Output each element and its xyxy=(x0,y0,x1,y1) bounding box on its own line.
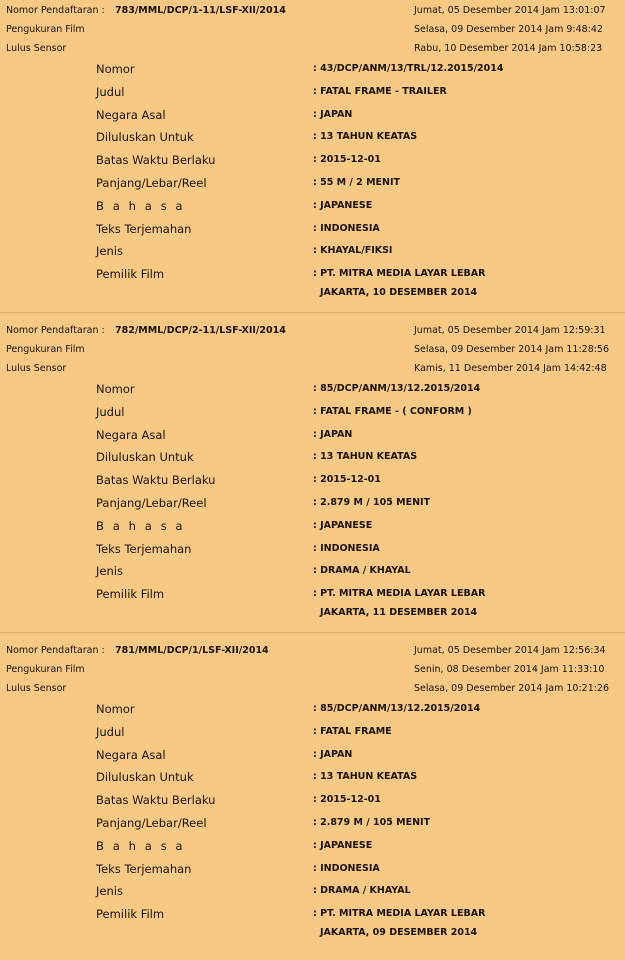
field-label: Panjang/Lebar/Reel xyxy=(96,496,207,510)
field-value: : 2015-12-01 xyxy=(313,794,381,805)
field-value: : 13 TAHUN KEATAS xyxy=(313,131,418,142)
field-value: : 2015-12-01 xyxy=(313,154,381,165)
signature-place-date: JAKARTA, 09 DESEMBER 2014 xyxy=(320,927,478,938)
film-record xyxy=(0,642,625,960)
field-label: Judul xyxy=(96,405,125,419)
field-value: : INDONESIA xyxy=(313,543,380,554)
field-bahasa xyxy=(96,517,619,535)
field-label: Judul xyxy=(96,85,125,99)
lulus-sensor-label: Lulus Sensor xyxy=(6,683,67,694)
field-value: : PT. MITRA MEDIA LAYAR LEBAR xyxy=(313,908,486,919)
header-row-pengukuran xyxy=(6,661,619,679)
field-value: : INDONESIA xyxy=(313,863,380,874)
field-negara-asal xyxy=(96,426,619,444)
field-value: : 2.879 M / 105 MENIT xyxy=(313,497,431,508)
field-diluluskan-untuk xyxy=(96,768,619,786)
field-panjang-lebar-reel xyxy=(96,174,619,192)
field-negara-asal xyxy=(96,746,619,764)
field-judul xyxy=(96,723,619,741)
header-row-pendaftaran xyxy=(6,2,619,20)
field-label: Jenis xyxy=(96,244,123,258)
date-pengukuran: Selasa, 09 Desember 2014 Jam 9:48:42 xyxy=(414,24,603,35)
field-value: : 43/DCP/ANM/13/TRL/12.2015/2014 xyxy=(313,63,504,74)
field-judul xyxy=(96,83,619,101)
date-lulus-sensor: Kamis, 11 Desember 2014 Jam 14:42:48 xyxy=(414,363,607,374)
field-pemilik-film xyxy=(96,905,619,923)
field-label: Pemilik Film xyxy=(96,587,165,601)
field-bahasa xyxy=(96,197,619,215)
field-value: : 55 M / 2 MENIT xyxy=(313,177,400,188)
field-value: : JAPANESE xyxy=(313,840,373,851)
field-label: Nomor xyxy=(96,382,135,396)
film-record xyxy=(0,322,625,640)
field-label: Pemilik Film xyxy=(96,267,165,281)
field-panjang-lebar-reel xyxy=(96,494,619,512)
field-nomor xyxy=(96,700,619,718)
field-value: : FATAL FRAME - ( CONFORM ) xyxy=(313,406,472,417)
field-value: : KHAYAL/FIKSI xyxy=(313,245,393,256)
field-pemilik-film xyxy=(96,265,619,283)
field-value: : 85/DCP/ANM/13/12.2015/2014 xyxy=(313,383,481,394)
field-label: Batas Waktu Berlaku xyxy=(96,793,216,807)
field-value: : FATAL FRAME xyxy=(313,726,392,737)
header-row-lulus xyxy=(6,360,619,378)
field-value: : JAPANESE xyxy=(313,200,373,211)
date-lulus-sensor: Rabu, 10 Desember 2014 Jam 10:58:23 xyxy=(414,43,603,54)
field-value: : JAPANESE xyxy=(313,520,373,531)
field-label: Negara Asal xyxy=(96,108,166,122)
field-label: Negara Asal xyxy=(96,428,166,442)
lulus-sensor-label: Lulus Sensor xyxy=(6,43,67,54)
field-teks-terjemahan xyxy=(96,220,619,238)
field-batas-waktu xyxy=(96,471,619,489)
field-pemilik-film xyxy=(96,585,619,603)
field-diluluskan-untuk xyxy=(96,448,619,466)
field-value: : JAPAN xyxy=(313,429,353,440)
pengukuran-film-label: Pengukuran Film xyxy=(6,664,85,675)
field-label: Batas Waktu Berlaku xyxy=(96,473,216,487)
field-value: : 85/DCP/ANM/13/12.2015/2014 xyxy=(313,703,481,714)
field-teks-terjemahan xyxy=(96,540,619,558)
pengukuran-film-label: Pengukuran Film xyxy=(6,24,85,35)
header-row-pendaftaran xyxy=(6,322,619,340)
film-record xyxy=(0,2,625,320)
header-row-pengukuran xyxy=(6,341,619,359)
field-bahasa xyxy=(96,837,619,855)
field-label: Teks Terjemahan xyxy=(96,222,192,236)
field-jenis xyxy=(96,242,619,260)
signature-place-date: JAKARTA, 10 DESEMBER 2014 xyxy=(320,287,478,298)
field-value: : DRAMA / KHAYAL xyxy=(313,565,411,576)
date-pengukuran: Selasa, 09 Desember 2014 Jam 11:28:56 xyxy=(414,344,610,355)
field-jenis xyxy=(96,882,619,900)
header-row-pengukuran xyxy=(6,21,619,39)
registration-number: 782/MML/DCP/2-11/LSF-XII/2014 xyxy=(115,325,286,336)
field-panjang-lebar-reel xyxy=(96,814,619,832)
field-diluluskan-untuk xyxy=(96,128,619,146)
field-value: : 2015-12-01 xyxy=(313,474,381,485)
field-label: Diluluskan Untuk xyxy=(96,130,194,144)
pengukuran-film-label: Pengukuran Film xyxy=(6,344,85,355)
field-batas-waktu xyxy=(96,151,619,169)
field-label: Jenis xyxy=(96,564,123,578)
field-label: Batas Waktu Berlaku xyxy=(96,153,216,167)
nomor-pendaftaran-label: Nomor Pendaftaran : xyxy=(6,5,105,16)
field-label: Diluluskan Untuk xyxy=(96,450,194,464)
field-teks-terjemahan xyxy=(96,860,619,878)
field-label: B a h a s a xyxy=(96,199,186,213)
field-value: : FATAL FRAME - TRAILER xyxy=(313,86,447,97)
field-label: Diluluskan Untuk xyxy=(96,770,194,784)
header-row-lulus xyxy=(6,680,619,698)
field-label: Pemilik Film xyxy=(96,907,165,921)
header-row-pendaftaran xyxy=(6,642,619,660)
header-row-lulus xyxy=(6,40,619,58)
field-nomor xyxy=(96,380,619,398)
signature-place-date: JAKARTA, 11 DESEMBER 2014 xyxy=(320,607,478,618)
lulus-sensor-label: Lulus Sensor xyxy=(6,363,67,374)
record-divider xyxy=(0,312,625,313)
field-label: Negara Asal xyxy=(96,748,166,762)
field-value: : JAPAN xyxy=(313,749,353,760)
field-value: : 2.879 M / 105 MENIT xyxy=(313,817,431,828)
field-label: Judul xyxy=(96,725,125,739)
field-value: : 13 TAHUN KEATAS xyxy=(313,451,418,462)
field-label: Panjang/Lebar/Reel xyxy=(96,176,207,190)
field-label: Teks Terjemahan xyxy=(96,542,192,556)
date-pendaftaran: Jumat, 05 Desember 2014 Jam 12:59:31 xyxy=(414,325,606,336)
date-lulus-sensor: Selasa, 09 Desember 2014 Jam 10:21:26 xyxy=(414,683,610,694)
field-batas-waktu xyxy=(96,791,619,809)
field-label: B a h a s a xyxy=(96,839,186,853)
date-pengukuran: Senin, 08 Desember 2014 Jam 11:33:10 xyxy=(414,664,605,675)
field-value: : PT. MITRA MEDIA LAYAR LEBAR xyxy=(313,268,486,279)
field-value: : 13 TAHUN KEATAS xyxy=(313,771,418,782)
field-value: : INDONESIA xyxy=(313,223,380,234)
nomor-pendaftaran-label: Nomor Pendaftaran : xyxy=(6,325,105,336)
registration-number: 783/MML/DCP/1-11/LSF-XII/2014 xyxy=(115,5,286,16)
field-jenis xyxy=(96,562,619,580)
date-pendaftaran: Jumat, 05 Desember 2014 Jam 13:01:07 xyxy=(414,5,606,16)
field-negara-asal xyxy=(96,106,619,124)
nomor-pendaftaran-label: Nomor Pendaftaran : xyxy=(6,645,105,656)
field-label: Teks Terjemahan xyxy=(96,862,192,876)
field-nomor xyxy=(96,60,619,78)
field-label: Nomor xyxy=(96,62,135,76)
field-label: Jenis xyxy=(96,884,123,898)
field-label: Nomor xyxy=(96,702,135,716)
registration-number: 781/MML/DCP/1/LSF-XII/2014 xyxy=(115,645,269,656)
field-value: : JAPAN xyxy=(313,109,353,120)
field-value: : PT. MITRA MEDIA LAYAR LEBAR xyxy=(313,588,486,599)
record-divider xyxy=(0,632,625,633)
date-pendaftaran: Jumat, 05 Desember 2014 Jam 12:56:34 xyxy=(414,645,606,656)
field-label: Panjang/Lebar/Reel xyxy=(96,816,207,830)
field-value: : DRAMA / KHAYAL xyxy=(313,885,411,896)
field-label: B a h a s a xyxy=(96,519,186,533)
field-judul xyxy=(96,403,619,421)
